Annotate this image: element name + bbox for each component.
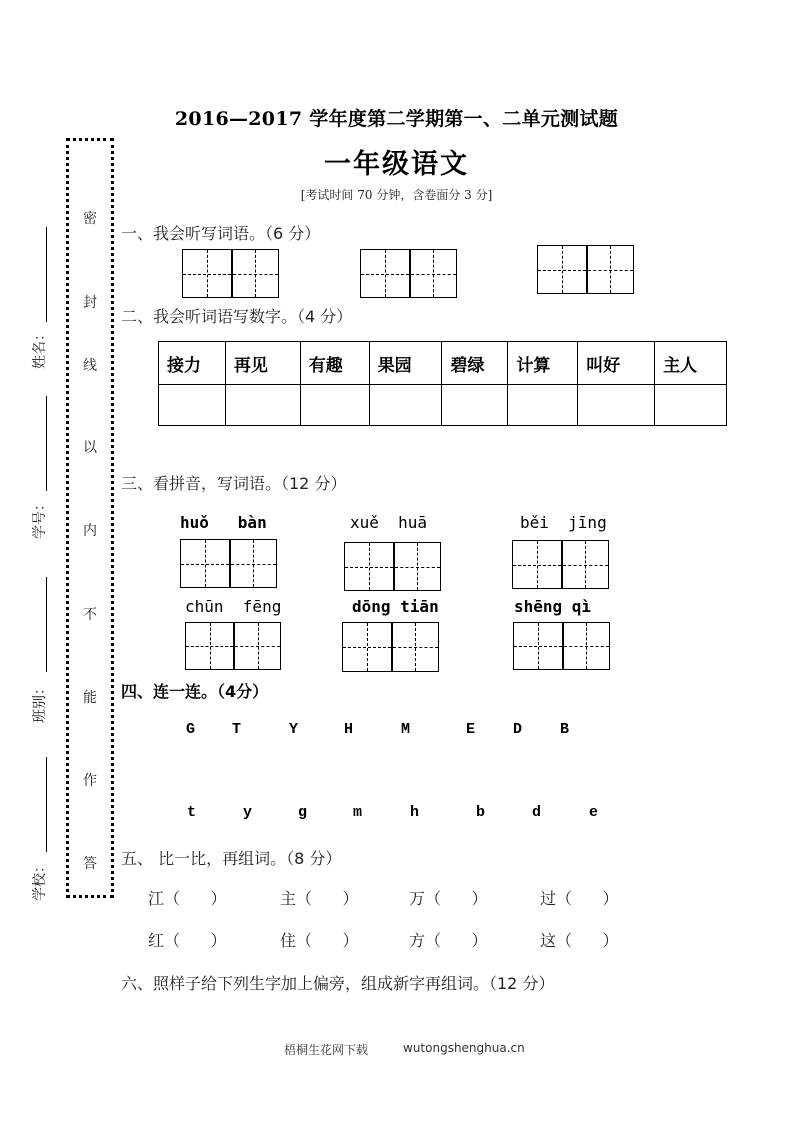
compare-item[interactable]: 万（ ） xyxy=(409,889,488,908)
writing-grid[interactable] xyxy=(537,245,634,294)
writing-grid[interactable] xyxy=(182,249,279,298)
lowercase-letter[interactable]: g xyxy=(298,804,308,821)
section-1-title: 一、我会听写词语。（6 分） xyxy=(121,224,321,243)
seal-char: 封 xyxy=(83,295,97,311)
word-cell: 叫好 xyxy=(578,342,655,385)
answer-cell[interactable] xyxy=(300,385,369,426)
answer-cell[interactable] xyxy=(578,385,655,426)
class-field-line[interactable] xyxy=(46,577,47,672)
writing-grid[interactable] xyxy=(180,539,277,588)
section-2-title: 二、我会听词语写数字。（4 分） xyxy=(121,307,353,326)
writing-grid[interactable] xyxy=(512,540,609,589)
seal-char: 密 xyxy=(83,211,97,227)
compare-item[interactable]: 住（ ） xyxy=(280,931,359,950)
answer-cell[interactable] xyxy=(508,385,578,426)
seal-char: 能 xyxy=(83,690,97,706)
word-cell: 主人 xyxy=(655,342,727,385)
compare-item[interactable]: 过（ ） xyxy=(540,889,619,908)
writing-grid[interactable] xyxy=(513,622,610,670)
lowercase-letter[interactable]: m xyxy=(353,804,363,821)
uppercase-letter[interactable]: D xyxy=(513,721,523,738)
pinyin-label: dōng tiān xyxy=(352,597,439,616)
section-5-title: 五、 比一比，再组词。（8 分） xyxy=(121,849,342,868)
exam-title: 2016—2017 学年度第二学期第一、二单元测试题 xyxy=(174,108,619,130)
word-cell: 果园 xyxy=(369,342,442,385)
uppercase-letter[interactable]: H xyxy=(344,721,354,738)
compare-item[interactable]: 这（ ） xyxy=(540,931,619,950)
word-cell: 碧绿 xyxy=(442,342,508,385)
uppercase-letter[interactable]: E xyxy=(466,721,476,738)
lowercase-letter[interactable]: e xyxy=(589,804,599,821)
answer-cell[interactable] xyxy=(225,385,300,426)
pinyin-label: xuě huā xyxy=(350,513,428,532)
school-label: 学校： xyxy=(32,859,48,901)
lowercase-letter[interactable]: y xyxy=(243,804,253,821)
writing-grid[interactable] xyxy=(344,542,441,591)
answer-cell[interactable] xyxy=(369,385,442,426)
pinyin-label: huǒ bàn xyxy=(180,513,267,532)
uppercase-letter[interactable]: M xyxy=(401,721,411,738)
pinyin-label: chūn fēng xyxy=(185,597,282,616)
seal-char: 答 xyxy=(83,856,97,872)
exam-note: [考试时间 70 分钟，含卷面分 3 分] xyxy=(300,188,493,202)
word-cell: 再见 xyxy=(225,342,300,385)
pinyin-label: shēng qì xyxy=(514,597,592,616)
class-label: 班别： xyxy=(32,681,48,723)
writing-grid[interactable] xyxy=(185,622,281,670)
section-3-title: 三、看拼音，写词语。（12 分） xyxy=(121,474,347,493)
subject-title: 一年级语文 xyxy=(324,149,469,180)
name-field-line[interactable] xyxy=(46,227,47,322)
answer-cell[interactable] xyxy=(655,385,727,426)
writing-grid[interactable] xyxy=(342,622,439,672)
seal-char: 线 xyxy=(83,358,97,374)
lowercase-letter[interactable]: h xyxy=(410,804,420,821)
word-cell: 接力 xyxy=(159,342,226,385)
student-id-field-line[interactable] xyxy=(46,396,47,491)
compare-item[interactable]: 主（ ） xyxy=(280,889,359,908)
pinyin-label: běi jīng xyxy=(520,513,607,532)
section-6-title: 六、照样子给下列生字加上偏旁，组成新字再组词。（12 分） xyxy=(121,974,555,993)
footer-site-name: 梧桐生花网下载 xyxy=(284,1043,369,1057)
answer-cell[interactable] xyxy=(442,385,508,426)
compare-item[interactable]: 江（ ） xyxy=(148,889,227,908)
section-4-title: 四、连一连。（4分） xyxy=(121,682,269,701)
lowercase-letter[interactable]: b xyxy=(476,804,486,821)
compare-item[interactable]: 方（ ） xyxy=(409,931,488,950)
student-id-label: 学号： xyxy=(32,497,48,539)
school-field-line[interactable] xyxy=(46,757,47,852)
word-cell: 计算 xyxy=(508,342,578,385)
word-number-table xyxy=(158,341,727,426)
uppercase-letter[interactable]: G xyxy=(186,721,196,738)
answer-cell[interactable] xyxy=(159,385,226,426)
word-cell: 有趣 xyxy=(300,342,369,385)
compare-item[interactable]: 红（ ） xyxy=(148,931,227,950)
name-label: 姓名： xyxy=(32,327,48,369)
uppercase-letter[interactable]: T xyxy=(232,721,242,738)
seal-char: 作 xyxy=(83,773,97,789)
seal-char: 以 xyxy=(83,440,97,456)
lowercase-letter[interactable]: t xyxy=(187,804,197,821)
uppercase-letter[interactable]: Y xyxy=(289,721,299,738)
footer-url[interactable]: wutongshenghua.cn xyxy=(403,1041,525,1055)
writing-grid[interactable] xyxy=(360,249,457,298)
lowercase-letter[interactable]: d xyxy=(532,804,542,821)
seal-char: 不 xyxy=(83,607,97,623)
seal-char: 内 xyxy=(83,523,97,539)
uppercase-letter[interactable]: B xyxy=(560,721,570,738)
